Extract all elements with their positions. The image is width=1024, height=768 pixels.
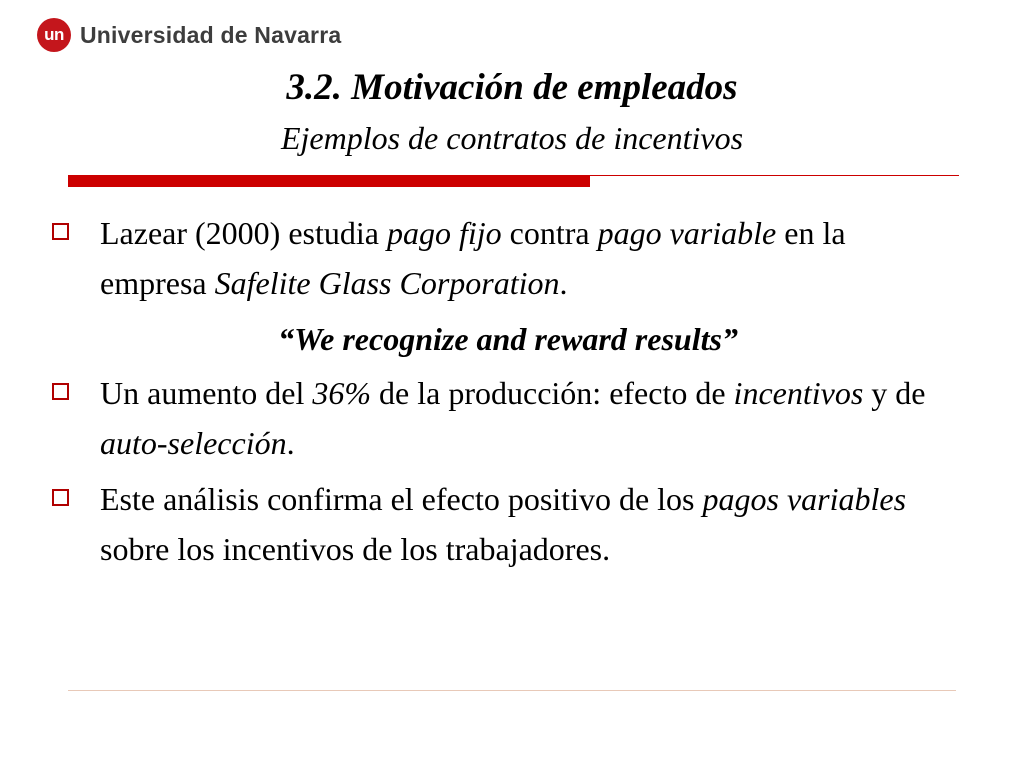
logo-badge-icon: un <box>37 18 71 52</box>
slogan-quote: “We recognize and reward results” <box>278 321 738 357</box>
title-divider-thick <box>68 175 590 187</box>
university-logo <box>37 16 341 54</box>
bullet-item: Este análisis confirma el efecto positivo de los pagos variables sobre los incentivos de los trabajadores. <box>48 474 948 574</box>
square-bullet-icon <box>52 383 69 400</box>
slide-body <box>48 208 948 574</box>
bullet-item: Un aumento del 36% de la producción: efecto de incentivos y de auto-selección. <box>48 368 948 468</box>
logo-text: Universidad de Navarra <box>80 21 342 48</box>
title-divider-thin <box>590 175 959 176</box>
bullet-item: Lazear (2000) estudia pago fijo contra pago variable en la empresa Safelite Glass Corporation. <box>48 208 948 308</box>
slide-title: 3.2. Motivación de empleados <box>286 67 738 108</box>
footer-rule <box>68 690 956 691</box>
square-bullet-icon <box>52 489 69 506</box>
slide-subtitle: Ejemplos de contratos de incentivos <box>280 120 744 156</box>
square-bullet-icon <box>52 223 69 240</box>
